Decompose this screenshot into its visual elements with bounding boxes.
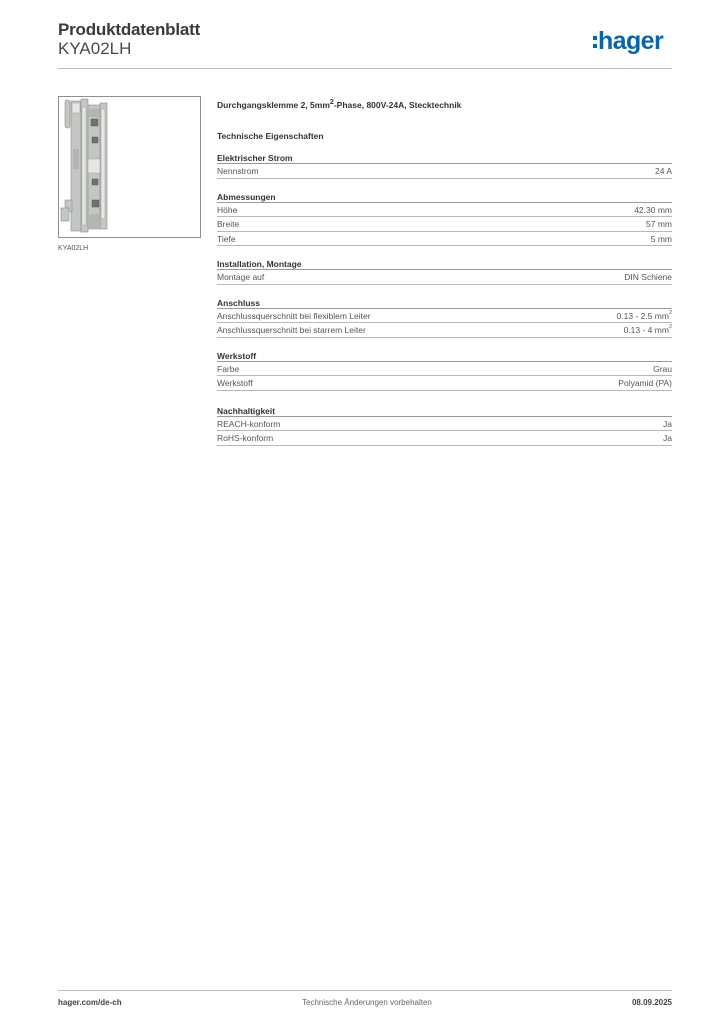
logo-colon-icon	[593, 36, 597, 48]
property-value: Grau	[653, 363, 672, 374]
property-value: 0.13 - 4 $mm^2$	[623, 324, 672, 335]
section-abmessungen	[217, 191, 672, 247]
section-title: Installation, Montage	[217, 258, 672, 270]
footer-website[interactable]: hager.com/de-ch	[58, 998, 122, 1007]
product-details	[217, 96, 672, 446]
property-row	[217, 362, 672, 377]
property-label: Höhe	[217, 204, 238, 215]
logo-text: hager	[598, 27, 664, 55]
property-row	[217, 164, 672, 179]
property-row	[217, 376, 672, 391]
property-row	[217, 217, 672, 232]
section-title: Nachhaltigkeit	[217, 405, 672, 417]
property-label: Anschlussquerschnitt bei flexiblem Leiter	[217, 310, 371, 321]
property-sections	[217, 152, 672, 446]
property-label: Anschlussquerschnitt bei starrem Leiter	[217, 325, 366, 335]
property-label: REACH-konform	[217, 418, 281, 429]
property-label: Farbe	[217, 363, 240, 374]
property-value: Ja	[663, 418, 672, 429]
section-elektrischer-strom	[217, 152, 672, 179]
property-label: Werkstoff	[217, 378, 253, 388]
product-description: Durchgangsklemme 2, $5mm^2$-Phase, 800V-24A, Stecktechnik	[217, 98, 462, 110]
property-value: 24 A	[654, 166, 672, 176]
property-row	[217, 203, 672, 218]
section-title: Werkstoff	[217, 350, 672, 362]
product-code: KYA02LH	[58, 39, 132, 58]
property-value: Ja	[663, 433, 672, 443]
property-label: Breite	[217, 219, 240, 229]
property-row	[217, 431, 672, 446]
product-image	[58, 96, 201, 238]
property-row	[217, 323, 672, 338]
section-title: Abmessungen	[217, 191, 672, 203]
property-label: RoHS-konform	[217, 433, 274, 443]
terminal-block-image	[59, 97, 200, 237]
property-value: 42.30 mm	[634, 204, 672, 215]
document-title: Produktdatenblatt	[58, 20, 201, 39]
image-caption: KYA02LH	[58, 245, 89, 252]
section-title: Anschluss	[217, 297, 672, 309]
property-row	[217, 232, 672, 247]
property-value: 57 mm	[646, 219, 672, 229]
property-value: 0.13 - 2.5 $mm^2$	[616, 309, 672, 321]
section-title: Elektrischer Strom	[217, 152, 672, 164]
property-value: 5 mm	[650, 233, 672, 244]
property-row	[217, 417, 672, 432]
property-row	[217, 309, 672, 324]
property-value: DIN Schiene	[624, 272, 672, 282]
property-label: Montage auf	[217, 272, 265, 282]
section-installation-montage	[217, 258, 672, 285]
section-anschluss	[217, 297, 672, 338]
property-value: Polyamid (PA)	[618, 378, 672, 388]
property-label: Nennstrom	[217, 166, 259, 176]
section-nachhaltigkeit	[217, 405, 672, 446]
property-row	[217, 270, 672, 285]
section-werkstoff	[217, 350, 672, 391]
footer-date: 08.09.2025	[631, 998, 672, 1007]
hager-logo	[593, 26, 663, 56]
technical-properties-heading: Technische Eigenschaften	[217, 131, 324, 141]
footer-divider	[58, 990, 672, 991]
footer-notice: Technische Änderungen vorbehalten	[302, 998, 432, 1007]
header-divider	[58, 68, 672, 69]
property-label: Tiefe	[217, 233, 236, 244]
